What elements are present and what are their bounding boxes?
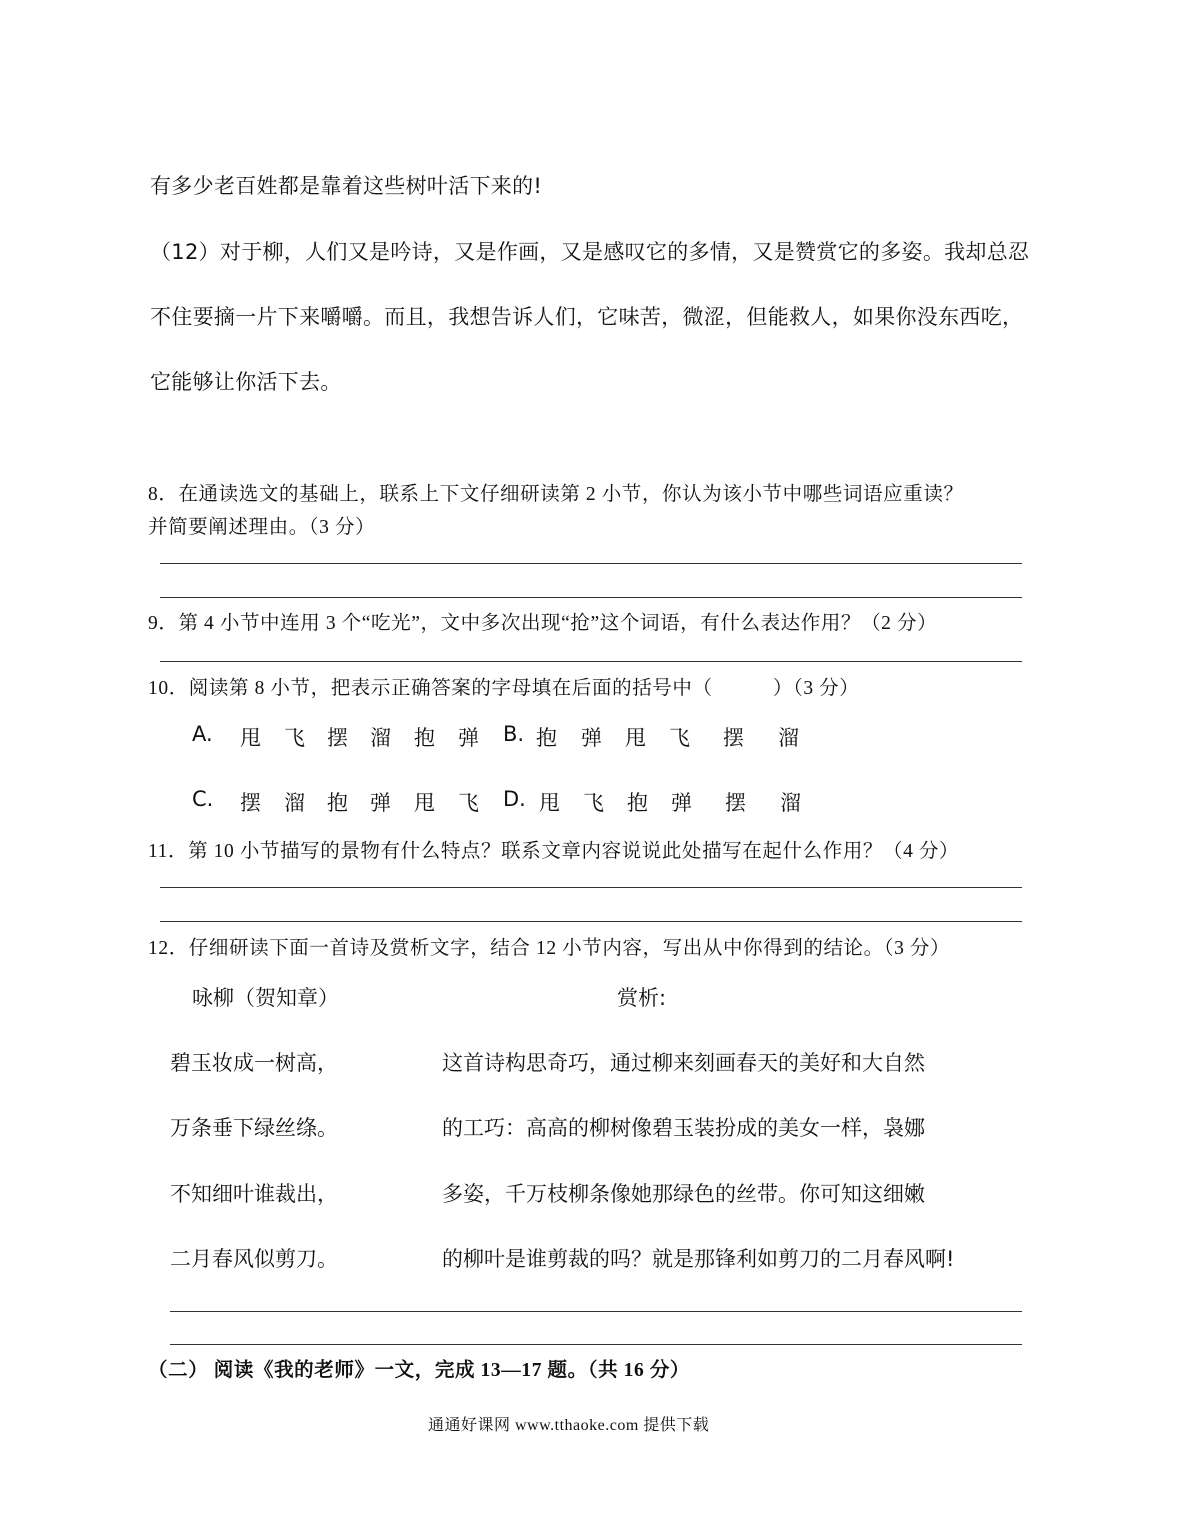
option-char: 溜 <box>778 726 799 750</box>
poem-line: 碧玉妆成一树高， <box>170 1051 338 1075</box>
section-2-heading: （二） 阅读《我的老师》一文，完成 13—17 题。（共 16 分） <box>148 1360 691 1381</box>
question-9: 9．第 4 小节中连用 3 个“吃光”，文中多次出现“抢”这个词语，有什么表达作用？（2 分） <box>148 613 938 634</box>
option-char: 摆 <box>327 726 348 750</box>
answer-line[interactable] <box>160 563 1022 564</box>
option-char: 甩 <box>539 791 560 815</box>
option-char: 摆 <box>240 791 261 815</box>
answer-line[interactable] <box>170 1311 1022 1312</box>
paragraph-12-line-3: 它能够让你活下去。 <box>150 370 342 394</box>
option-char: 抱 <box>536 726 557 750</box>
appreciation-line: 的工巧：高高的柳树像碧玉装扮成的美女一样，袅娜 <box>442 1116 925 1140</box>
passage-line: 有多少老百姓都是靠着这些树叶活下来的! <box>150 174 543 198</box>
answer-line[interactable] <box>160 921 1022 922</box>
appreciation-line: 这首诗构思奇巧，通过柳来刻画春天的美好和大自然 <box>442 1051 925 1075</box>
question-8-line-1: 8．在通读选文的基础上，联系上下文仔细研读第 2 小节，你认为该小节中哪些词语应重读？ <box>148 484 964 505</box>
poem-title: 咏柳（贺知章） <box>192 986 339 1010</box>
option-char: 溜 <box>284 791 305 815</box>
question-12: 12．仔细研读下面一首诗及赏析文字，结合 12 小节内容，写出从中你得到的结论。（3 分） <box>148 938 951 959</box>
question-10-options-row-1 <box>0 722 1181 752</box>
poem-line: 不知细叶谁裁出， <box>170 1182 338 1206</box>
paragraph-12-line-1: （12）对于柳，人们又是吟诗，又是作画，又是感叹它的多情，又是赞赏它的多姿。我却总忍 <box>150 240 1030 264</box>
option-char: 飞 <box>284 726 305 750</box>
option-char: 弹 <box>458 726 479 750</box>
answer-line[interactable] <box>160 661 1022 662</box>
option-char: 飞 <box>458 791 479 815</box>
option-char: 甩 <box>240 726 261 750</box>
poem-line: 二月春风似剪刀。 <box>170 1247 338 1271</box>
answer-line[interactable] <box>170 1344 1022 1345</box>
page-footer: 通通好课网 www.tthaoke.com 提供下载 <box>428 1417 710 1434</box>
option-char: 弹 <box>370 791 391 815</box>
answer-line[interactable] <box>160 597 1022 598</box>
option-char: 摆 <box>725 791 746 815</box>
question-11: 11．第 10 小节描写的景物有什么特点？联系文章内容说说此处描写在起什么作用？（4 分） <box>148 841 960 862</box>
option-char: 抱 <box>327 791 348 815</box>
option-char: 甩 <box>414 791 435 815</box>
option-char: 抱 <box>414 726 435 750</box>
question-10-options-row-2 <box>0 787 1181 817</box>
option-char: 甩 <box>625 726 646 750</box>
appreciation-title: 赏析: <box>617 986 667 1010</box>
option-a-label: A. <box>192 722 213 746</box>
answer-line[interactable] <box>160 887 1022 888</box>
option-char: 摆 <box>723 726 744 750</box>
option-char: 抱 <box>627 791 648 815</box>
paragraph-12-line-2: 不住要摘一片下来嚼嚼。而且，我想告诉人们，它味苦，微涩，但能救人，如果你没东西吃， <box>150 305 1024 329</box>
option-char: 弹 <box>581 726 602 750</box>
option-d-label: D. <box>503 787 526 811</box>
option-char: 弹 <box>671 791 692 815</box>
poem-line: 万条垂下绿丝绦。 <box>170 1116 338 1140</box>
option-char: 飞 <box>583 791 604 815</box>
option-c-label: C. <box>192 787 214 811</box>
option-char: 溜 <box>780 791 801 815</box>
question-8-line-2: 并简要阐述理由。（3 分） <box>148 517 376 538</box>
question-10: 10．阅读第 8 小节，把表示正确答案的字母填在后面的括号中（ ）（3 分） <box>148 678 860 699</box>
appreciation-line: 的柳叶是谁剪裁的吗？就是那锋利如剪刀的二月春风啊! <box>442 1247 955 1271</box>
option-b-label: B. <box>503 722 525 746</box>
appreciation-line: 多姿，千万枝柳条像她那绿色的丝带。你可知这细嫩 <box>442 1182 925 1206</box>
option-char: 飞 <box>669 726 690 750</box>
option-char: 溜 <box>370 726 391 750</box>
